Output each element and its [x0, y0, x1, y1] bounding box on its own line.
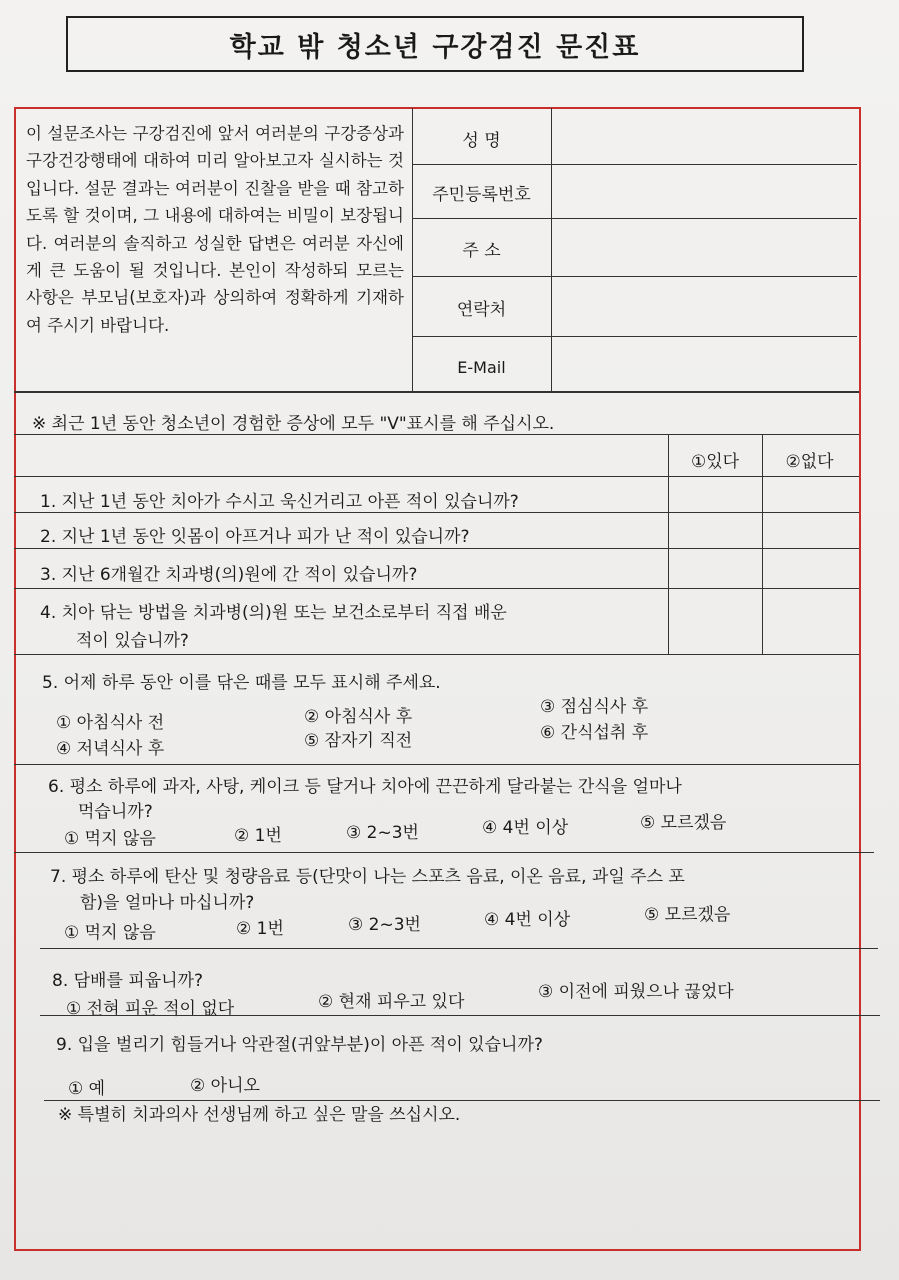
q7-option-1[interactable]: ① 먹지 않음	[64, 923, 156, 943]
question-4: 4. 치아 닦는 방법을 치과병(의)원 또는 보건소로부터 직접 배운	[40, 603, 507, 623]
name-label: 성 명	[462, 131, 501, 151]
q2-no-cell[interactable]	[764, 514, 855, 546]
question-divider	[14, 852, 874, 853]
resident-number-label: 주민등록번호	[432, 185, 531, 205]
question-9: 9. 입을 벌리기 힘들거나 악관절(귀앞부분)이 아픈 적이 있습니까?	[56, 1035, 543, 1055]
q4-yes-cell[interactable]	[670, 590, 760, 652]
name-field[interactable]	[553, 110, 855, 162]
info-row-line	[412, 218, 857, 219]
table-line	[14, 548, 859, 549]
info-row-line	[412, 164, 857, 165]
question-4-cont: 적이 있습니까?	[76, 631, 189, 651]
q6-option-1[interactable]: ① 먹지 않음	[64, 829, 156, 849]
question-8: 8. 담배를 피웁니까?	[52, 971, 204, 991]
table-line	[14, 588, 859, 589]
table-line	[14, 476, 859, 477]
contact-field[interactable]	[553, 278, 855, 334]
info-row-line	[412, 276, 857, 277]
q1-yes-cell[interactable]	[670, 478, 760, 510]
q8-option-3[interactable]: ③ 이전에 피웠으나 끊었다	[538, 982, 734, 1002]
header-yes: ①있다	[690, 452, 740, 472]
question-2: 2. 지난 1년 동안 잇몸이 아프거나 피가 난 적이 있습니까?	[40, 527, 470, 547]
q6-option-2[interactable]: ② 1번	[234, 826, 282, 846]
q9-option-2[interactable]: ② 아니오	[190, 1076, 260, 1096]
contact-label: 연락처	[456, 300, 507, 320]
q5-option-3[interactable]: ③ 점심식사 후	[540, 697, 649, 717]
question-7-cont: 함)을 얼마나 마십니까?	[80, 893, 255, 913]
table-line	[14, 512, 859, 513]
email-field[interactable]	[553, 338, 855, 390]
page-title: 학교 밖 청소년 구강검진 문진표	[66, 16, 804, 72]
q6-option-5[interactable]: ⑤ 모르겠음	[640, 813, 727, 833]
table-line	[14, 654, 859, 655]
section-divider	[14, 391, 859, 393]
header-no: ②없다	[785, 452, 834, 472]
question-7: 7. 평소 하루에 탄산 및 청량음료 등(단맛이 나는 스포츠 음료, 이온 음료, 과일 주스 포	[50, 867, 685, 887]
info-value-divider	[551, 108, 552, 392]
q3-yes-cell[interactable]	[670, 550, 760, 586]
q6-option-4[interactable]: ④ 4번 이상	[482, 818, 569, 838]
q6-option-3[interactable]: ③ 2~3번	[346, 823, 419, 843]
address-label: 주 소	[462, 241, 501, 261]
intro-paragraph: 이 설문조사는 구강검진에 앞서 여러분의 구강증상과 구강건강행태에 대하여 미리 알아보고자 실시하는 것입니다. 설문 결과는 여러분이 진찰을 받을 때 참고하도록 할 것이며, 그 내용에 대하여는 비밀이 보장됩니다. 여러분의 솔직하고 성실한 답변은 여러분 자신에게 큰 도움이 될 것입니다. 본인이 작성하되 모르는 사항은 부모님(보호자)과 상의하여 정확하게 기재하여 주시기 바랍니다.	[26, 124, 404, 335]
resident-number-field[interactable]	[553, 166, 855, 216]
q8-option-1[interactable]: ① 전혀 피운 적이 없다	[66, 999, 235, 1019]
info-row-line	[412, 336, 857, 337]
q5-option-4[interactable]: ④ 저녁식사 후	[56, 739, 165, 759]
q5-option-2[interactable]: ② 아침식사 후	[304, 707, 413, 727]
remark-instruction: ※ 특별히 치과의사 선생님께 하고 싶은 말을 쓰십시오.	[58, 1105, 461, 1125]
q7-option-2[interactable]: ② 1번	[236, 919, 284, 939]
question-5: 5. 어제 하루 동안 이를 닦은 때를 모두 표시해 주세요.	[42, 673, 441, 693]
q1-no-cell[interactable]	[764, 478, 855, 510]
remark-field[interactable]	[46, 1128, 878, 1233]
q5-option-1[interactable]: ① 아침식사 전	[56, 713, 165, 733]
question-divider	[40, 1015, 880, 1016]
address-field[interactable]	[553, 220, 855, 274]
q7-option-3[interactable]: ③ 2~3번	[348, 915, 421, 935]
q3-no-cell[interactable]	[764, 550, 855, 586]
q5-option-5[interactable]: ⑤ 잠자기 직전	[304, 731, 413, 751]
q2-yes-cell[interactable]	[670, 514, 760, 546]
table-line	[14, 434, 859, 435]
email-label: E-Mail	[457, 358, 506, 377]
question-divider	[40, 948, 878, 949]
question-1: 1. 지난 1년 동안 치아가 수시고 욱신거리고 아픈 적이 있습니까?	[40, 492, 519, 512]
question-3: 3. 지난 6개월간 치과병(의)원에 간 적이 있습니까?	[40, 565, 418, 585]
question-6: 6. 평소 하루에 과자, 사탕, 케이크 등 달거나 치아에 끈끈하게 달라붙는 간식을 얼마나	[48, 777, 682, 797]
question-6-cont: 먹습니까?	[78, 802, 153, 822]
q5-option-6[interactable]: ⑥ 간식섭취 후	[540, 723, 649, 743]
q7-option-4[interactable]: ④ 4번 이상	[484, 910, 571, 930]
q8-option-2[interactable]: ② 현재 피우고 있다	[318, 992, 465, 1012]
q4-no-cell[interactable]	[764, 590, 855, 652]
q9-option-1[interactable]: ① 예	[68, 1079, 106, 1099]
question-divider	[14, 764, 859, 765]
q7-option-5[interactable]: ⑤ 모르겠음	[644, 905, 731, 925]
symptom-instruction: ※ 최근 1년 동안 청소년이 경험한 증상에 모두 "V"표시를 해 주십시오.	[32, 414, 555, 434]
